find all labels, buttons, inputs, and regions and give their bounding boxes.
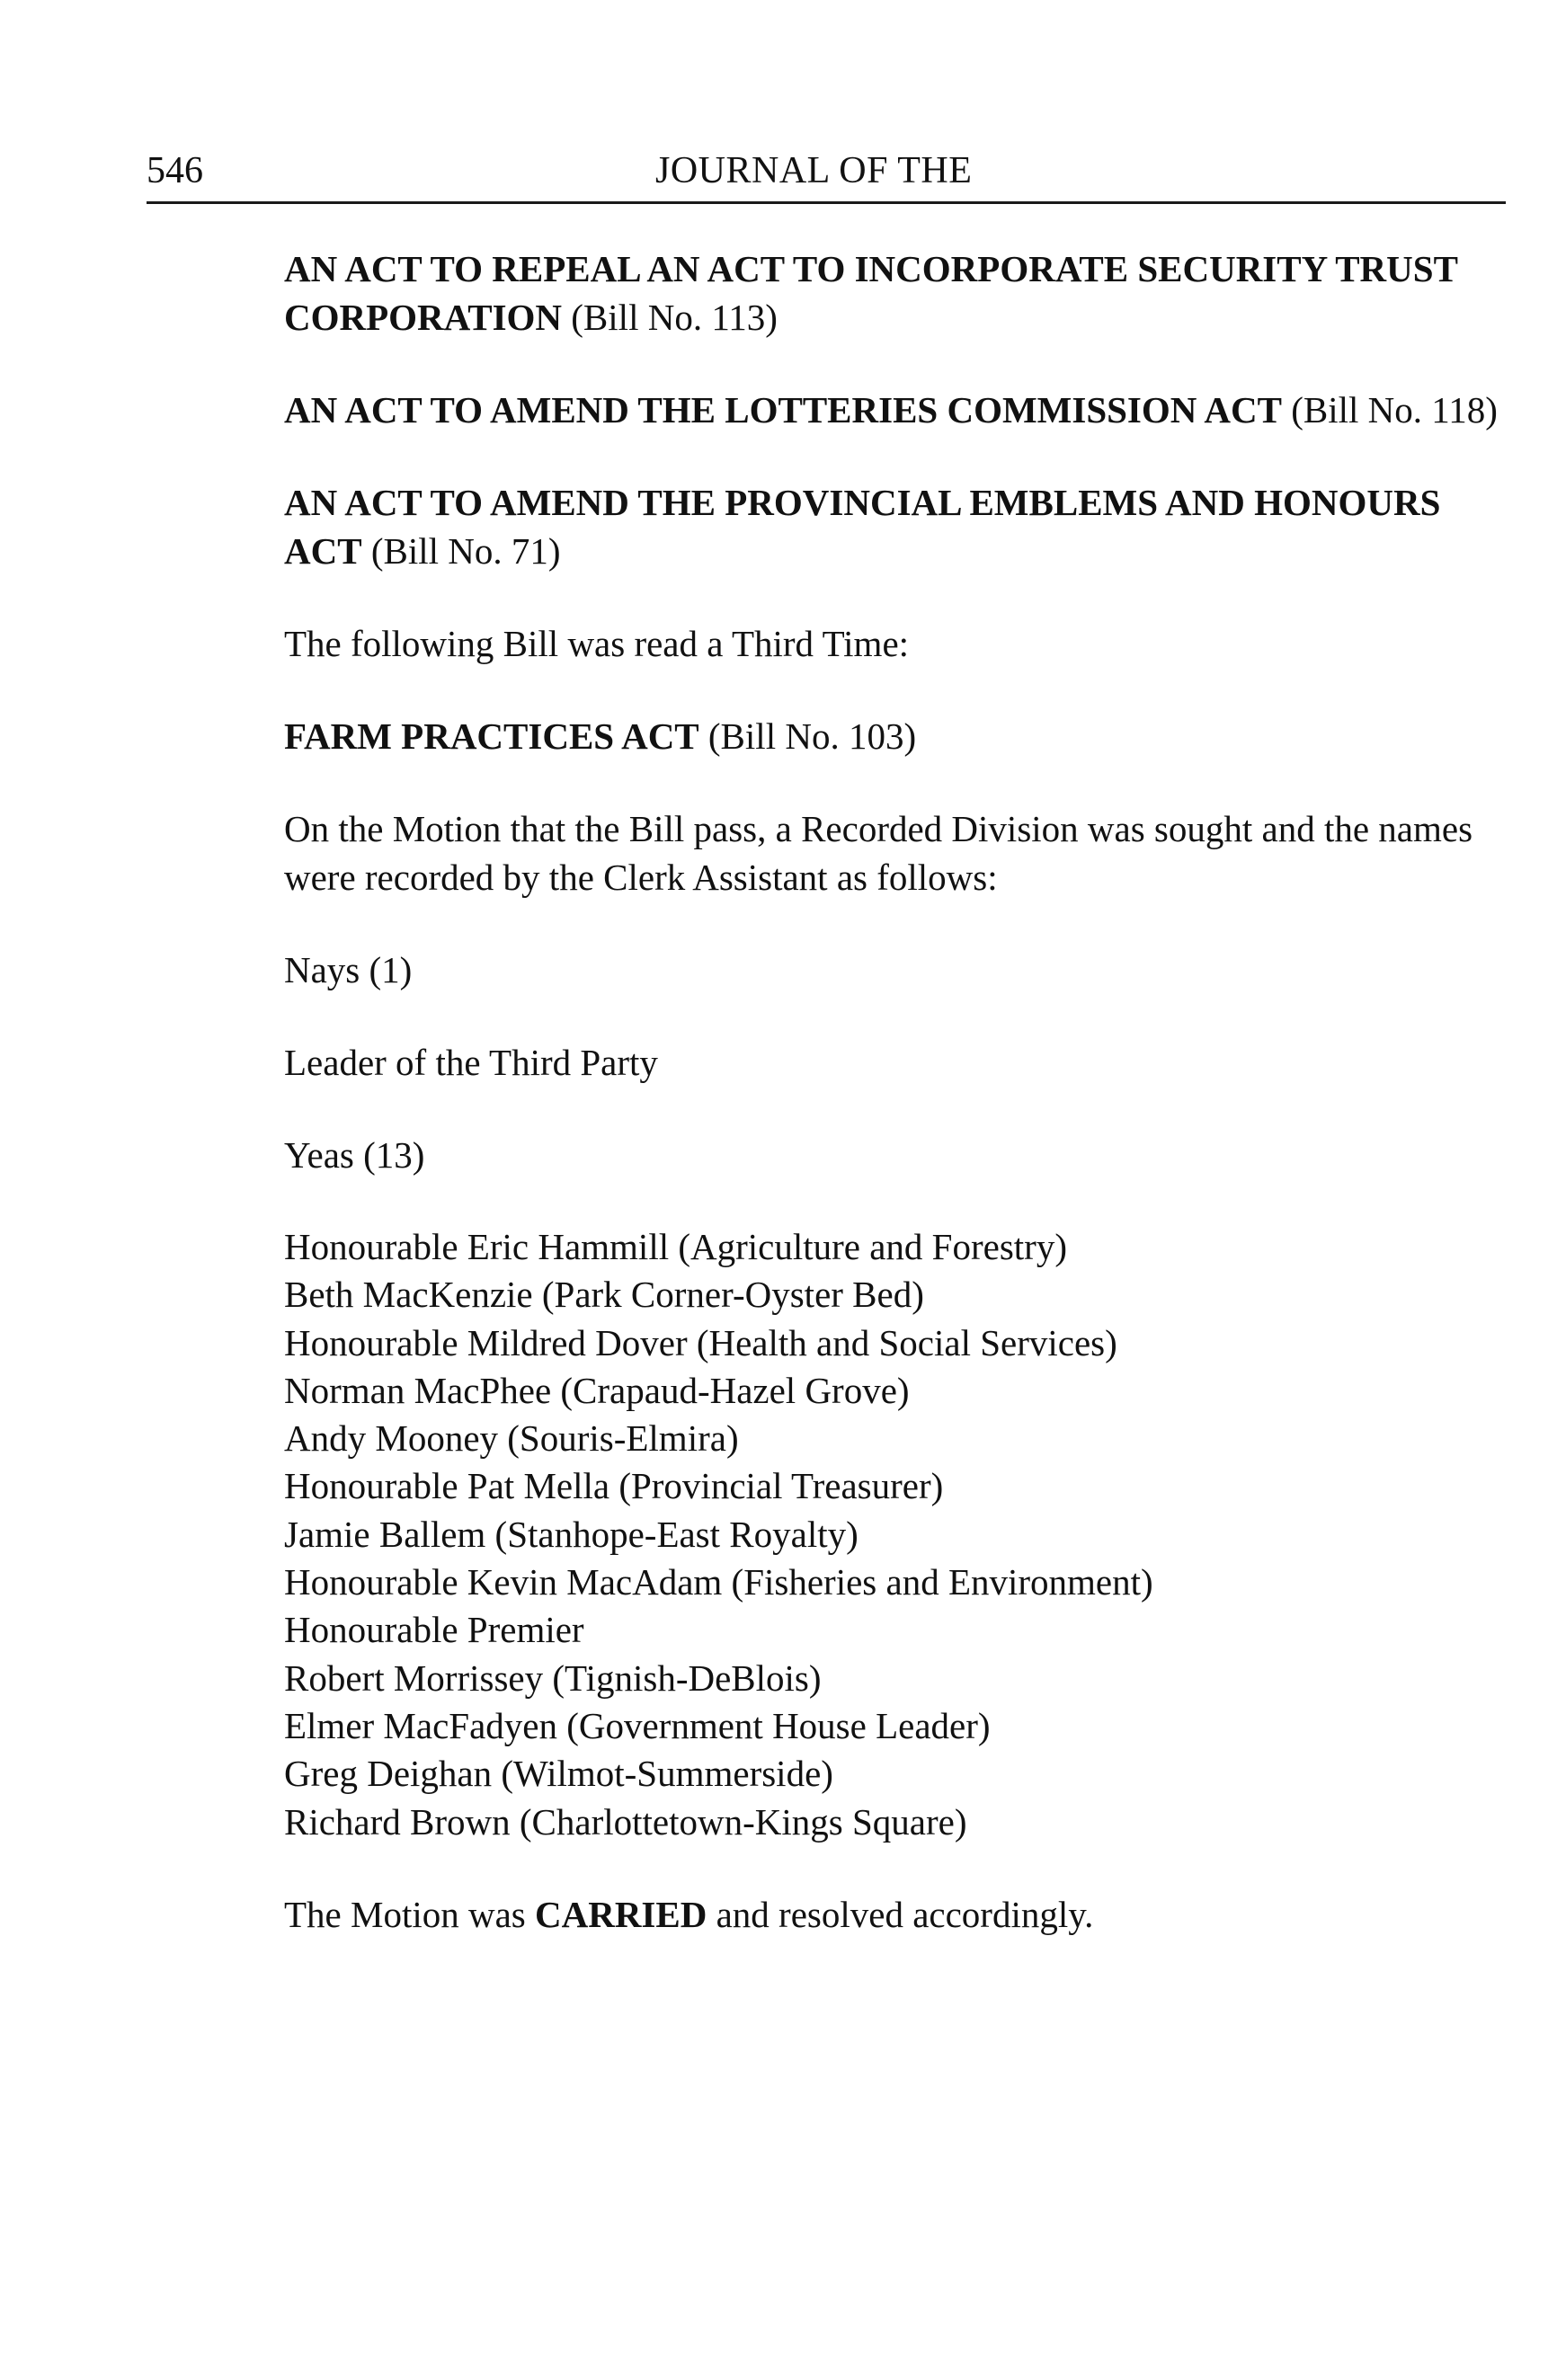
yeas-member: Elmer MacFadyen (Government House Leader) — [284, 1704, 991, 1746]
bill-entry — [284, 386, 1507, 434]
yeas-member: Robert Morrissey (Tignish-DeBlois) — [284, 1656, 822, 1699]
yeas-member: Beth MacKenzie (Park Corner-Oyster Bed) — [284, 1274, 924, 1316]
bill-entry — [284, 244, 1507, 342]
motion-result-text: The Motion was — [284, 1893, 526, 1935]
bill-number: (Bill No. 118) — [1291, 389, 1498, 431]
bill-title: AN ACT TO REPEAL AN ACT TO INCORPORATE SECURITY TRUST CORPORATION — [284, 248, 1458, 338]
bill-entry — [284, 478, 1507, 575]
bill-number: (Bill No. 113) — [571, 297, 778, 338]
motion-text: On the Motion that the Bill pass, a Recorded Division was sought and the names were recorded by the Clerk Assistant as follows: — [284, 808, 1473, 898]
bill-title: AN ACT TO AMEND THE PROVINCIAL EMBLEMS AND HONOURS ACT — [284, 482, 1441, 572]
bill-title: FARM PRACTICES ACT — [284, 715, 699, 757]
third-reading-bill — [284, 712, 1507, 760]
yeas-heading: Yeas (13) — [284, 1134, 425, 1176]
yeas-member: Honourable Pat Mella (Provincial Treasurer) — [284, 1465, 944, 1507]
running-head: JOURNAL OF THE — [655, 150, 973, 191]
nays-member: Leader of the Third Party — [284, 1042, 658, 1083]
yeas-member: Richard Brown (Charlottetown-Kings Square) — [284, 1800, 967, 1843]
yeas-member: Honourable Mildred Dover (Health and Social Services) — [284, 1321, 1117, 1363]
yeas-member: Norman MacPhee (Crapaud-Hazel Grove) — [284, 1369, 910, 1411]
journal-body — [284, 244, 1507, 1983]
yeas-member: Honourable Eric Hammill (Agriculture and Forestry) — [284, 1226, 1067, 1267]
page-header — [147, 144, 1506, 200]
bill-title: AN ACT TO AMEND THE LOTTERIES COMMISSION ACT — [284, 389, 1282, 431]
third-reading-intro: The following Bill was read a Third Time: — [284, 623, 910, 664]
yeas-member: Jamie Ballem (Stanhope-East Royalty) — [284, 1513, 859, 1555]
motion-result — [284, 1890, 1507, 1939]
yeas-member: Andy Mooney (Souris-Elmira) — [284, 1417, 739, 1460]
motion-result-text: and resolved accordingly. — [716, 1893, 1094, 1935]
yeas-member-list — [284, 1223, 1507, 1846]
motion-result-status: CARRIED — [535, 1893, 707, 1935]
page-number: 546 — [147, 150, 203, 191]
yeas-member: Honourable Premier — [284, 1609, 584, 1651]
yeas-member: Greg Deighan (Wilmot-Summerside) — [284, 1753, 833, 1795]
header-rule — [147, 201, 1506, 204]
bill-number: (Bill No. 103) — [707, 715, 917, 757]
yeas-member: Honourable Kevin MacAdam (Fisheries and Environment) — [284, 1561, 1153, 1603]
bill-number: (Bill No. 71) — [370, 530, 561, 572]
nays-heading: Nays (1) — [284, 949, 413, 990]
